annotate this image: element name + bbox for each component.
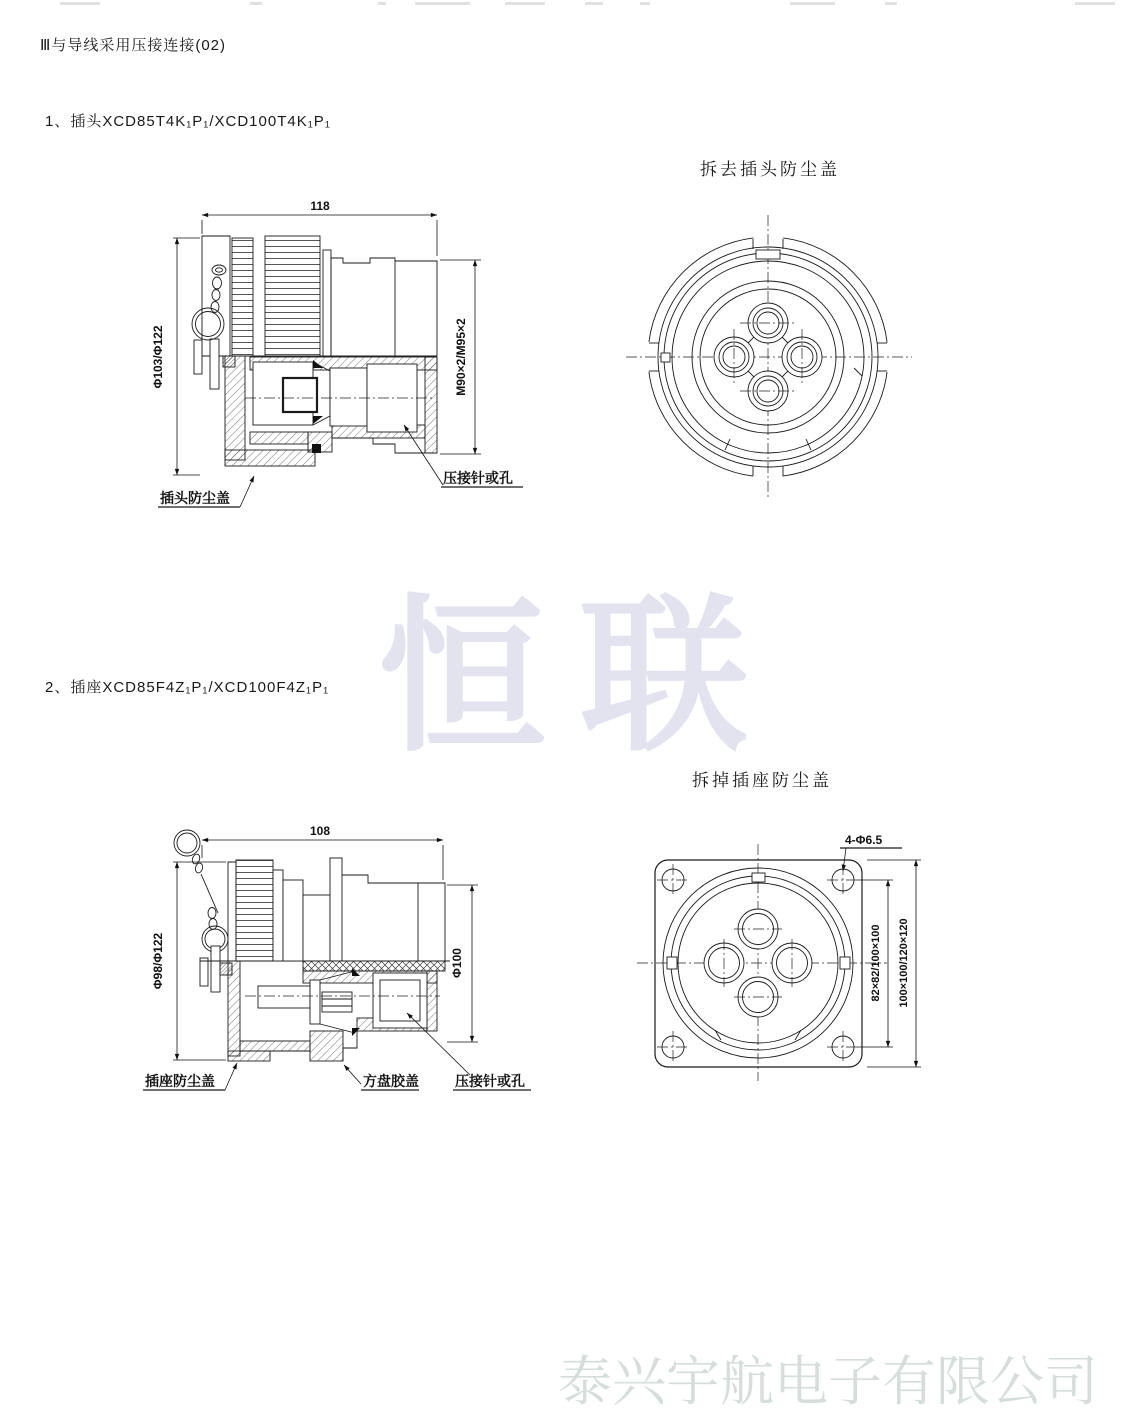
dim-length: 118 [310, 199, 330, 213]
watermark-brand: 恒联 [378, 577, 782, 775]
socket-section-cut [220, 961, 440, 1061]
fragment [505, 2, 545, 5]
contact-right [772, 939, 812, 987]
dust-cap-label: 插头防尘盖 [160, 490, 230, 506]
mounting-hole [657, 864, 689, 896]
page-heading: Ⅲ与导线采用压接连接(02) [40, 37, 227, 54]
socket-flange [655, 860, 862, 1067]
fragment [640, 2, 650, 5]
socket-front-view-caption: 拆掉插座防尘盖 [692, 771, 832, 790]
dim-diameter: Φ98/Φ122 [151, 932, 165, 990]
contact-top [734, 909, 782, 949]
contact-top [740, 303, 796, 343]
dim-diameter: Φ103/Φ122 [151, 325, 165, 389]
watermark-company: 泰兴宇航电子有限公司 [558, 1350, 1098, 1413]
fragment [415, 2, 470, 5]
dim-holes: 4-Φ6.5 [845, 833, 883, 847]
contact-bottom [734, 977, 782, 1017]
contact-label: 压接针或孔 [455, 1073, 525, 1089]
plug-section-cut [223, 356, 437, 466]
socket-body-outline [200, 858, 450, 971]
contact-bottom [740, 371, 796, 411]
square-cover-label: 方盘胶盖 [363, 1073, 419, 1089]
dim-thread: M90×2/M95×2 [454, 318, 468, 396]
section1-title: 1、插头XCD85T4K₁P₁/XCD100T4K₁P₁ [45, 113, 331, 130]
dust-cap-label: 插座防尘盖 [145, 1073, 215, 1089]
dim-inner: 82×82/100×100 [870, 924, 882, 1002]
mounting-hole [827, 1031, 859, 1063]
socket-side-view-drawing [140, 818, 580, 1113]
fragment [585, 2, 603, 5]
contact-right [782, 329, 822, 385]
contact-left [714, 329, 754, 385]
socket-front-view-drawing [635, 818, 945, 1095]
section2-title: 2、插座XCD85F4Z₁P₁/XCD100F4Z₁P₁ [45, 679, 330, 696]
plug-chain-and-ring [192, 265, 226, 340]
fragment [378, 2, 386, 5]
fragment [790, 2, 835, 5]
fragment [250, 2, 262, 5]
dim-length: 108 [309, 824, 331, 838]
plug-front-view-caption: 拆去插头防尘盖 [700, 160, 840, 179]
fragment [1075, 2, 1115, 5]
dim-outer: 100×100/120×120 [898, 918, 910, 1008]
fragment [60, 2, 100, 5]
dim-barrel: Φ100 [450, 948, 464, 978]
mounting-hole [657, 1031, 689, 1063]
plug-front-view-drawing [620, 195, 930, 500]
fragment [885, 2, 897, 5]
contact-label: 压接针或孔 [443, 470, 513, 486]
plug-side-view-drawing [140, 192, 560, 532]
contact-left [704, 939, 744, 987]
